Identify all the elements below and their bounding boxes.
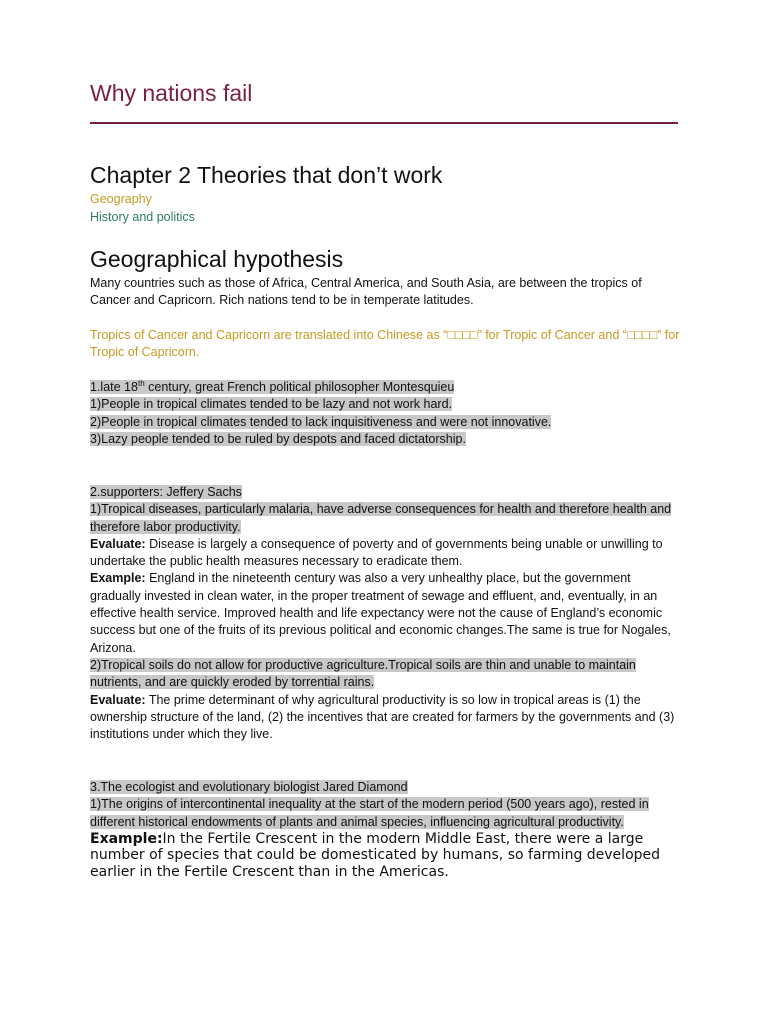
tag-history-politics: History and politics: [90, 210, 195, 224]
note-cancer-chinese: □□□□: [447, 328, 478, 342]
sec2-item-1: 1)Tropical diseases, particularly malaria, have adverse consequences for health and therefore health and therefore labor productivity.: [90, 502, 672, 534]
section-heading: Geographical hypothesis: [90, 246, 344, 272]
sec3-item-1: 1)The origins of intercontinental inequality at the start of the modern period (500 years ago), rested in different historical endowments of plants and animal species, influencing agricultural productivity.: [90, 797, 649, 829]
sec2-evaluate-1: Evaluate: Disease is largely a consequence of poverty and of governments being unable or unwilling to undertake the public health measures necessary to eradicate them.: [90, 536, 663, 569]
sec3-heading: 3.The ecologist and evolutionary biologist Jared Diamond: [90, 780, 408, 794]
sec1-heading: [90, 379, 680, 396]
sec1-item: 1)People in tropical climates tended to be lazy and not work hard.: [90, 397, 453, 412]
note-part3: ” for Tropic of Capricorn.: [90, 328, 680, 360]
example-label: Example:: [90, 571, 146, 586]
translation-note: [90, 327, 680, 362]
sec2-evaluate-2: Evaluate: The prime determinant of why agricultural productivity is so low in tropical areas is (1) the ownership structure of the land, (2) the incentives that are created for farmers by the governments and (3) institutions under which they live.: [90, 692, 675, 742]
sec1-heading-sup: th: [137, 378, 145, 388]
section-diamond: [90, 779, 680, 880]
evaluate-label: Evaluate:: [90, 536, 146, 551]
example-label: Example:: [90, 830, 163, 847]
sec3-example: Example:In the Fertile Crescent in the modern Middle East, there were a large number of species that could be domesticated by humans, so farming developed earlier in the Fertile Crescent than in the Americas.: [90, 830, 661, 880]
tag-geography: Geography: [90, 192, 152, 206]
section-montesquieu: [90, 379, 680, 448]
note-part2: ” for Tropic of Cancer and “: [477, 328, 627, 342]
sec2-item-2: 2)Tropical soils do not allow for productive agriculture.Tropical soils are thin and unable to maintain nutrients, and are quickly eroded by torrential rains.: [90, 657, 636, 690]
note-capricorn-chinese: □□□□: [626, 328, 658, 342]
translation-note-text: [90, 327, 680, 362]
intro-text: Many countries such as those of Africa, Central America, and South Asia, are between the tropics of Cancer and Capricorn. Rich nations tend to be in temperate latitudes.: [90, 276, 642, 308]
sec2-example: Example: England in the nineteenth century was also a very unhealthy place, but the government gradually invested in clean water, in the proper treatment of sewage and effluent, and, eventually, in an effective health service. Improved health and life expectancy were not the cause of England’s economic success but one of the fruits of its previous political and economic changes.The same is true for Nogales, Arizona.: [90, 571, 671, 655]
section-sachs: [90, 484, 680, 743]
evaluate-label: Evaluate:: [90, 692, 146, 707]
sec1-item: 2)People in tropical climates tended to lack inquisitiveness and were not innovative.: [90, 414, 552, 429]
document-title: Why nations fail: [90, 80, 253, 106]
note-part1: Tropics of Cancer and Capricorn are translated into Chinese as “: [90, 328, 448, 342]
chapter-heading: Chapter 2 Theories that don’t work: [90, 162, 443, 188]
title-divider: [90, 122, 678, 124]
sec1-heading-pre: 1.late 18: [90, 380, 138, 394]
sec2-heading: 2.supporters: Jeffery Sachs: [90, 485, 242, 499]
sec1-heading-post: century, great French political philosopher Montesquieu: [144, 380, 455, 394]
sec1-item: 3)Lazy people tended to be ruled by despots and faced dictatorship.: [90, 431, 466, 446]
intro-paragraph: [90, 275, 680, 310]
